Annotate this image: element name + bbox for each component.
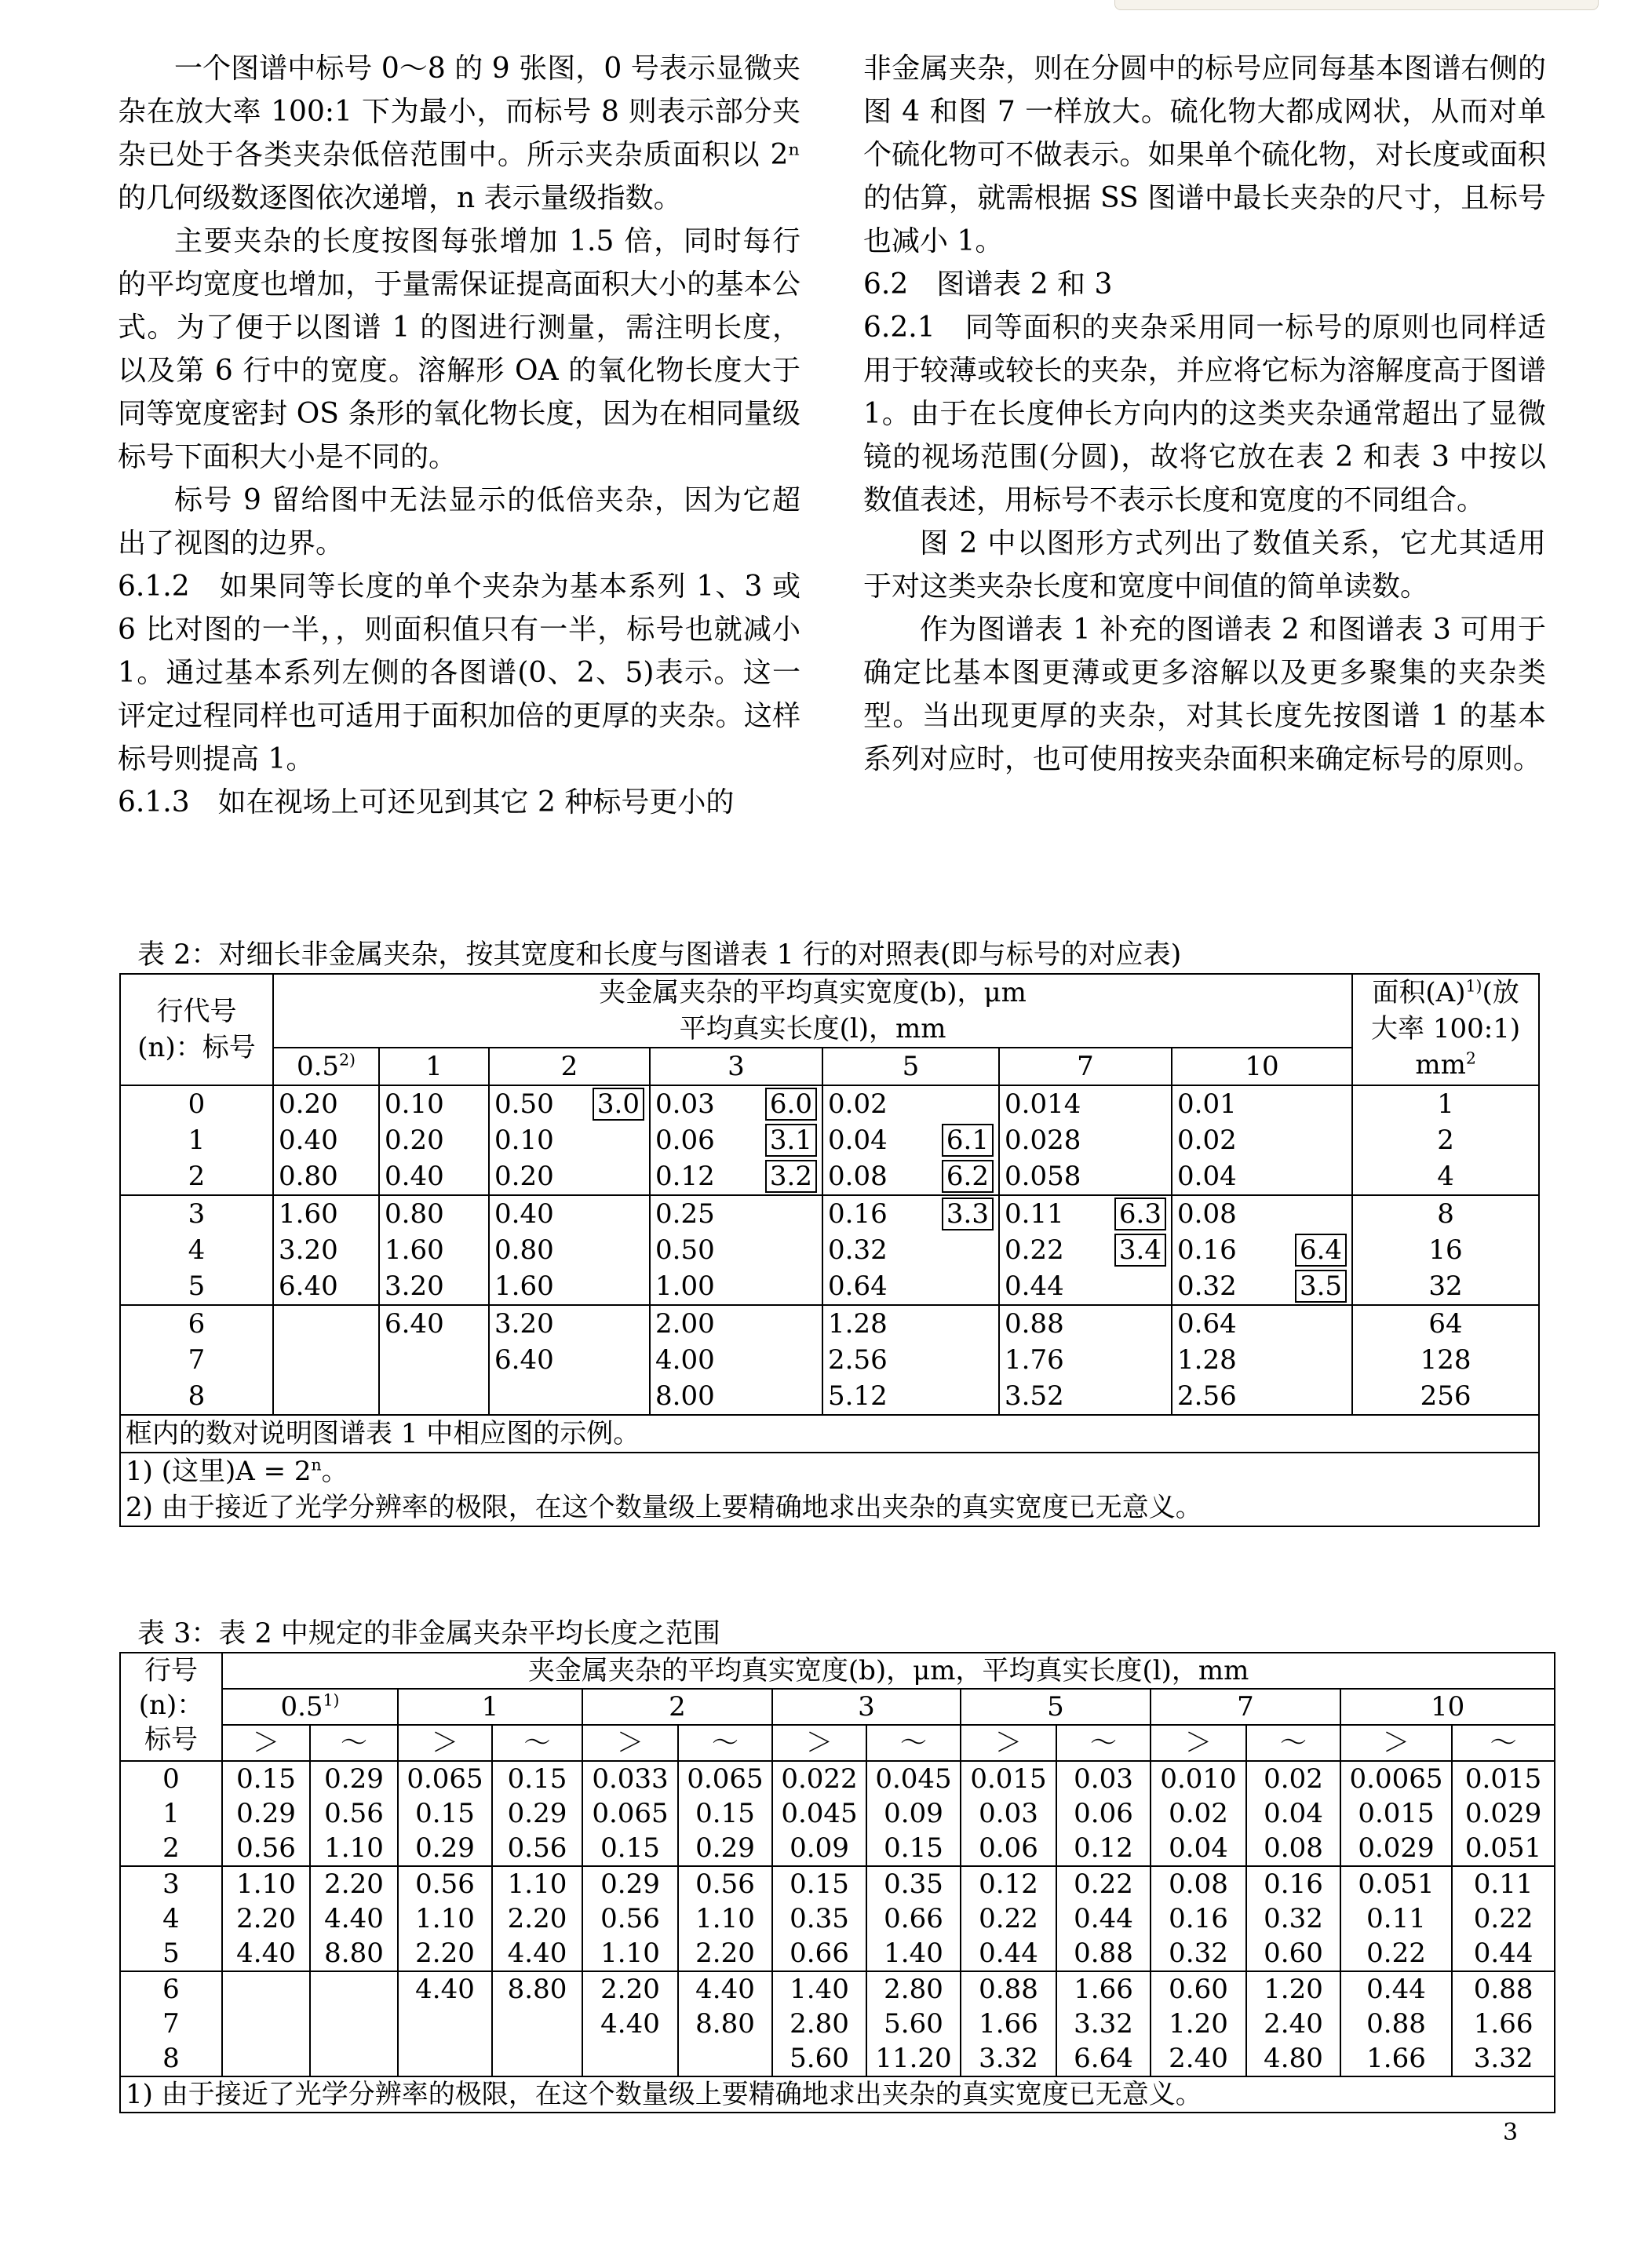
width-value: 0.04 [828, 1125, 888, 1156]
width-value: 0.25 [655, 1198, 715, 1230]
width-value: 0.80 [279, 1161, 338, 1192]
row-number-cell: 6 7 8 [120, 1971, 222, 2076]
value-cell [822, 1305, 999, 1415]
value-cell [1172, 1195, 1352, 1305]
length-range-cell: 0.88 1.66 3.32 [1452, 1971, 1555, 2076]
width-value: 0.16 [1177, 1234, 1237, 1266]
length-range-cell: 0.03 0.06 0.12 [1056, 1761, 1151, 1866]
length-range-cell: 0.29 0.56 1.10 [582, 1866, 678, 1971]
length-range-cell: 4.40 8.80 [678, 1971, 772, 2076]
boxed-figure-ref: 3.4 [1114, 1234, 1166, 1267]
width-col-header: 10 [1340, 1689, 1555, 1725]
width-value: 2.56 [1177, 1380, 1237, 1412]
width-value: 0.11 [1005, 1198, 1064, 1230]
page-number: 3 [1503, 2119, 1519, 2146]
width-value: 0.40 [494, 1198, 554, 1230]
value-cell [650, 1085, 822, 1195]
greater-than-header: ＞ [398, 1725, 492, 1761]
width-value: 3.52 [1005, 1380, 1064, 1412]
width-value: 0.20 [279, 1088, 338, 1120]
greater-than-header: ＞ [1151, 1725, 1246, 1761]
table-row-group [120, 1971, 1555, 2076]
length-range-cell: 0.051 0.11 0.22 [1340, 1866, 1452, 1971]
paragraph: 标号 9 留给图中无法显示的低倍夹杂，因为它超出了视图的边界。 [118, 484, 800, 560]
table3-footnote: 1) 由于接近了光学分辨率的极限，在这个数量级上要精确地求出夹杂的真实宽度已无意义。 [120, 2076, 1555, 2113]
value-cell [489, 1305, 650, 1415]
width-value: 0.014 [1005, 1088, 1081, 1120]
boxed-figure-ref: 3.3 [942, 1198, 994, 1230]
width-value: 0.40 [385, 1161, 444, 1192]
boxed-figure-ref: 6.0 [765, 1088, 817, 1121]
width-value: 5.12 [828, 1380, 888, 1412]
greater-than-header: ＞ [582, 1725, 678, 1761]
table2-note: 框内的数对说明图谱表 1 中相应图的示例。 [120, 1415, 1539, 1453]
area-cell: 64 128 256 [1352, 1305, 1539, 1415]
row-code-header: 行代号 (n)：标号 [120, 974, 273, 1085]
width-value: 3.20 [494, 1308, 554, 1340]
up-to-header: ～ [1246, 1725, 1340, 1761]
width-value: 8.00 [655, 1380, 715, 1412]
row-number-cell: 3 4 5 [120, 1866, 222, 1971]
width-col-header: 3 [650, 1048, 822, 1085]
width-value: 0.04 [1177, 1161, 1237, 1192]
width-value: 4.00 [655, 1344, 715, 1376]
table-row-group [120, 1761, 1555, 1866]
paragraph: 6.2.1 同等面积的夹杂采用同一标号的原则也同样适用于较薄或较长的夹杂，并应将它标为溶解度高于图谱 1。由于在长度伸长方向内的这类夹杂通常超出了显微镜的视场范围(分圆)，故将它放在表 2 和表 3 中按以数值表述，用标号不表示长度和宽度的不同组合。 [863, 312, 1546, 516]
area-header: 面积$(A)^{1)}$(放 大率 100:1) $mm^2$ [1352, 974, 1539, 1085]
width-col-header: 5 [961, 1689, 1151, 1725]
length-range-cell: 0.15 0.35 0.66 [772, 1866, 866, 1971]
width-value: 0.10 [494, 1125, 554, 1156]
paragraph: 6.1.2 如果同等长度的单个夹杂为基本系列 1、3 或 6 比对图的一半，，则面积值只有一半，标号也就减小 1。通过基本系列左侧的各图谱(0、2、5)表示。这一评定过程同样也可适用于面积加倍的更厚的夹杂。这样标号则提高 1。 [118, 571, 800, 775]
value-cell [650, 1305, 822, 1415]
width-value: 0.028 [1005, 1125, 1081, 1156]
table2 [119, 973, 1540, 1527]
table3 [119, 1652, 1555, 2113]
width-value: 1.28 [828, 1308, 888, 1340]
boxed-figure-ref: 3.2 [765, 1160, 817, 1193]
length-range-cell: 4.40 [398, 1971, 492, 2076]
width-value: 2.00 [655, 1308, 715, 1340]
length-range-cell: 0.08 0.16 0.32 [1151, 1866, 1246, 1971]
area-cell: 8 16 32 [1352, 1195, 1539, 1305]
width-value: 0.64 [828, 1271, 888, 1302]
value-cell [999, 1085, 1172, 1195]
row-code-cell: 3 4 5 [120, 1195, 273, 1305]
paragraph: 6.2 图谱表 2 和 3 [863, 268, 1113, 301]
width-value: 0.16 [828, 1198, 888, 1230]
width-value: 3.20 [385, 1271, 444, 1302]
greater-than-header: ＞ [222, 1725, 310, 1761]
table3-caption: 表 3：表 2 中规定的非金属夹杂平均长度之范围 [137, 1618, 720, 1650]
length-range-cell: 0.045 0.09 0.15 [866, 1761, 961, 1866]
value-cell [1172, 1305, 1352, 1415]
width-value: 6.40 [385, 1308, 444, 1340]
top-tab [1114, 0, 1599, 10]
row-code-cell: 0 1 2 [120, 1085, 273, 1195]
width-col-header: 2 [582, 1689, 772, 1725]
length-range-cell: 0.0065 0.015 0.029 [1340, 1761, 1452, 1866]
paragraph: 主要夹杂的长度按图每张增加 1.5 倍，同时每行的平均宽度也增加，于量需保证提高面积大小的基本公式。为了便于以图谱 1 的图进行测量，需注明长度，以及第 6 行中的宽度。溶解形 OA 的氧化物长度大于同等宽度密封 OS 条形的氧化物长度，因为在相同量级标号下面积大小是不同的。 [118, 225, 800, 473]
width-col-header: 7 [999, 1048, 1172, 1085]
value-cell [273, 1195, 379, 1305]
width-value: 0.02 [1177, 1125, 1237, 1156]
value-cell [999, 1195, 1172, 1305]
width-header: 夹金属夹杂的平均真实宽度(b)，μm [273, 974, 1352, 1011]
width-value: 0.80 [385, 1198, 444, 1230]
width-value: 1.00 [655, 1271, 715, 1302]
boxed-figure-ref: 3.1 [765, 1124, 817, 1157]
length-range-cell: 0.033 0.065 0.15 [582, 1761, 678, 1866]
value-cell [379, 1195, 489, 1305]
width-value: 0.02 [828, 1088, 888, 1120]
width-value: 0.10 [385, 1088, 444, 1120]
width-value: 0.03 [655, 1088, 715, 1120]
up-to-header: ～ [866, 1725, 961, 1761]
greater-than-header: ＞ [961, 1725, 1056, 1761]
width-value: 0.32 [1177, 1271, 1237, 1302]
table-row-group [120, 1085, 1539, 1195]
length-range-cell: 0.15 0.29 0.56 [222, 1761, 310, 1866]
width-col-header: 3 [772, 1689, 961, 1725]
value-cell [273, 1085, 379, 1195]
value-cell [822, 1085, 999, 1195]
length-range-cell: 0.022 0.045 0.09 [772, 1761, 866, 1866]
width-value: 0.50 [494, 1088, 554, 1120]
length-range-cell: 0.88 1.66 3.32 [961, 1971, 1056, 2076]
width-col-header: 1 [398, 1689, 582, 1725]
width-value: 0.12 [655, 1161, 715, 1192]
length-range-cell: 1.10 2.20 4.40 [222, 1866, 310, 1971]
length-range-cell: 2.20 4.40 [582, 1971, 678, 2076]
up-to-header: ～ [310, 1725, 398, 1761]
table2-footnotes: 1) (这里)$A = 2^n$。 2) 由于接近了光学分辨率的极限，在这个数量级上要精确地求出夹杂的真实宽度已无意义。 [120, 1453, 1539, 1526]
width-value: 1.60 [494, 1271, 554, 1302]
up-to-header: ～ [1056, 1725, 1151, 1761]
length-range-cell: 0.56 1.10 2.20 [398, 1866, 492, 1971]
width-value: 0.32 [828, 1234, 888, 1266]
boxed-figure-ref: 6.2 [942, 1160, 994, 1193]
length-range-cell: 0.15 0.29 0.56 [492, 1761, 582, 1866]
width-col-header: 5 [822, 1048, 999, 1085]
value-cell [379, 1305, 489, 1415]
value-cell [822, 1195, 999, 1305]
length-range-cell: 0.11 0.22 0.44 [1452, 1866, 1555, 1971]
row-number-cell: 0 1 2 [120, 1761, 222, 1866]
table2-caption: 表 2：对细长非金属夹杂，按其宽度和长度与图谱表 1 行的对照表(即与标号的对应表) [137, 939, 1182, 971]
length-range-cell: 1.20 2.40 4.80 [1246, 1971, 1340, 2076]
width-value: 2.56 [828, 1344, 888, 1376]
length-range-cell: 0.12 0.22 0.44 [961, 1866, 1056, 1971]
table-row-group [120, 1305, 1539, 1415]
up-to-header: ～ [492, 1725, 582, 1761]
width-col-header: 7 [1151, 1689, 1340, 1725]
width-value: 0.08 [828, 1161, 888, 1192]
length-range-cell: 0.015 0.029 0.051 [1452, 1761, 1555, 1866]
value-cell [489, 1085, 650, 1195]
boxed-figure-ref: 6.4 [1295, 1234, 1347, 1267]
length-range-cell: 0.015 0.03 0.06 [961, 1761, 1056, 1866]
width-value: 6.40 [279, 1271, 338, 1302]
boxed-figure-ref: 3.0 [593, 1088, 644, 1121]
width-value: 0.88 [1005, 1308, 1064, 1340]
length-range-cell: 0.02 0.04 0.08 [1246, 1761, 1340, 1866]
table3-top-header: 夹金属夹杂的平均真实宽度(b)，μm，平均真实长度(l)，mm [222, 1653, 1555, 1689]
width-value: 3.20 [279, 1234, 338, 1266]
length-range-cell: 0.065 0.15 0.29 [398, 1761, 492, 1866]
value-cell [650, 1195, 822, 1305]
paragraph: 作为图谱表 1 补充的图谱表 2 和图谱表 3 可用于确定比基本图更薄或更多溶解以及更多聚集的夹杂类型。当出现更厚的夹杂，对其长度先按图谱 1 的基本系列对应时，也可使用按夹杂面积来确定标号的原则。 [863, 614, 1546, 775]
width-col-header: 1 [379, 1048, 489, 1085]
width-value: 6.40 [494, 1344, 554, 1376]
length-range-cell: 0.16 0.32 0.60 [1246, 1866, 1340, 1971]
length-range-cell: 8.80 [492, 1971, 582, 2076]
greater-than-header: ＞ [1340, 1725, 1452, 1761]
row-number-header: 行号 (n)： 标号 [120, 1653, 222, 1761]
up-to-header: ～ [678, 1725, 772, 1761]
length-range-cell: 2.20 4.40 8.80 [310, 1866, 398, 1971]
paragraph: 非金属夹杂，则在分圆中的标号应同每基本图谱右侧的图 4 和图 7 一样放大。硫化物大都成网状，从而对单个硫化物可不做表示。如果单个硫化物，对长度或面积的估算，就需根据 SS 图谱中最长夹杂的尺寸，且标号也减小 1。 [863, 53, 1546, 257]
table-row-group [120, 1866, 1555, 1971]
table-row-group [120, 1195, 1539, 1305]
length-range-cell: 1.40 2.80 5.60 [772, 1971, 866, 2076]
paragraph: 6.1.3 如在视场上可还见到其它 2 种标号更小的 [118, 786, 735, 818]
greater-than-header: ＞ [772, 1725, 866, 1761]
width-value: 0.50 [655, 1234, 715, 1266]
width-value: 0.22 [1005, 1234, 1064, 1266]
length-range-cell: 0.065 0.15 0.29 [678, 1761, 772, 1866]
length-range-cell: 0.56 1.10 2.20 [678, 1866, 772, 1971]
paragraph: 图 2 中以图形方式列出了数值关系，它尤其适用于对这类夹杂长度和宽度中间值的简单读数。 [863, 527, 1546, 603]
right-column [863, 47, 1546, 781]
value-cell [489, 1195, 650, 1305]
up-to-header: ～ [1452, 1725, 1555, 1761]
width-value: 0.08 [1177, 1198, 1237, 1230]
boxed-figure-ref: 3.5 [1295, 1270, 1347, 1303]
length-range-cell: 0.60 1.20 2.40 [1151, 1971, 1246, 2076]
width-value: 0.64 [1177, 1308, 1237, 1340]
width-value: 0.44 [1005, 1271, 1064, 1302]
width-value: 0.058 [1005, 1161, 1081, 1192]
area-cell: 1 2 4 [1352, 1085, 1539, 1195]
row-code-cell: 6 7 8 [120, 1305, 273, 1415]
width-value: 1.60 [279, 1198, 338, 1230]
value-cell [1172, 1085, 1352, 1195]
paragraph: 一个图谱中标号 0～8 的 9 张图，0 号表示显微夹杂在放大率 100:1 下为最小，而标号 8 则表示部分夹杂已处于各类夹杂低倍范围中。所示夹杂质面积以 2ⁿ 的几何级数逐图依次递增，n 表示量级指数。 [118, 53, 800, 214]
width-col-header: 10 [1172, 1048, 1352, 1085]
length-range-cell: 0.35 0.66 1.40 [866, 1866, 961, 1971]
width-value: 0.20 [494, 1161, 554, 1192]
length-range-cell: 2.80 5.60 11.20 [866, 1971, 961, 2076]
boxed-figure-ref: 6.1 [942, 1124, 994, 1157]
width-value: 0.01 [1177, 1088, 1237, 1120]
width-value: 1.28 [1177, 1344, 1237, 1376]
width-col-header: 0.5$^{2)}$ [273, 1048, 379, 1085]
width-col-header: 0.5$^{1)}$ [222, 1689, 398, 1725]
value-cell [379, 1085, 489, 1195]
width-value: 0.06 [655, 1125, 715, 1156]
value-cell [273, 1305, 379, 1415]
width-value: 1.60 [385, 1234, 444, 1266]
length-range-cell [222, 1971, 310, 2076]
length-range-cell: 0.44 0.88 1.66 [1340, 1971, 1452, 2076]
width-value: 0.40 [279, 1125, 338, 1156]
length-header: 平均真实长度(l)，mm [273, 1011, 1352, 1048]
width-value: 0.20 [385, 1125, 444, 1156]
width-value: 0.80 [494, 1234, 554, 1266]
width-value: 1.76 [1005, 1344, 1064, 1376]
length-range-cell: 0.29 0.56 1.10 [310, 1761, 398, 1866]
length-range-cell [310, 1971, 398, 2076]
length-range-cell: 0.010 0.02 0.04 [1151, 1761, 1246, 1866]
length-range-cell: 1.66 3.32 6.64 [1056, 1971, 1151, 2076]
length-range-cell: 1.10 2.20 4.40 [492, 1866, 582, 1971]
left-column [118, 47, 800, 824]
length-range-cell: 0.22 0.44 0.88 [1056, 1866, 1151, 1971]
width-col-header: 2 [489, 1048, 650, 1085]
body-text [118, 47, 1546, 918]
value-cell [999, 1305, 1172, 1415]
boxed-figure-ref: 6.3 [1114, 1198, 1166, 1230]
